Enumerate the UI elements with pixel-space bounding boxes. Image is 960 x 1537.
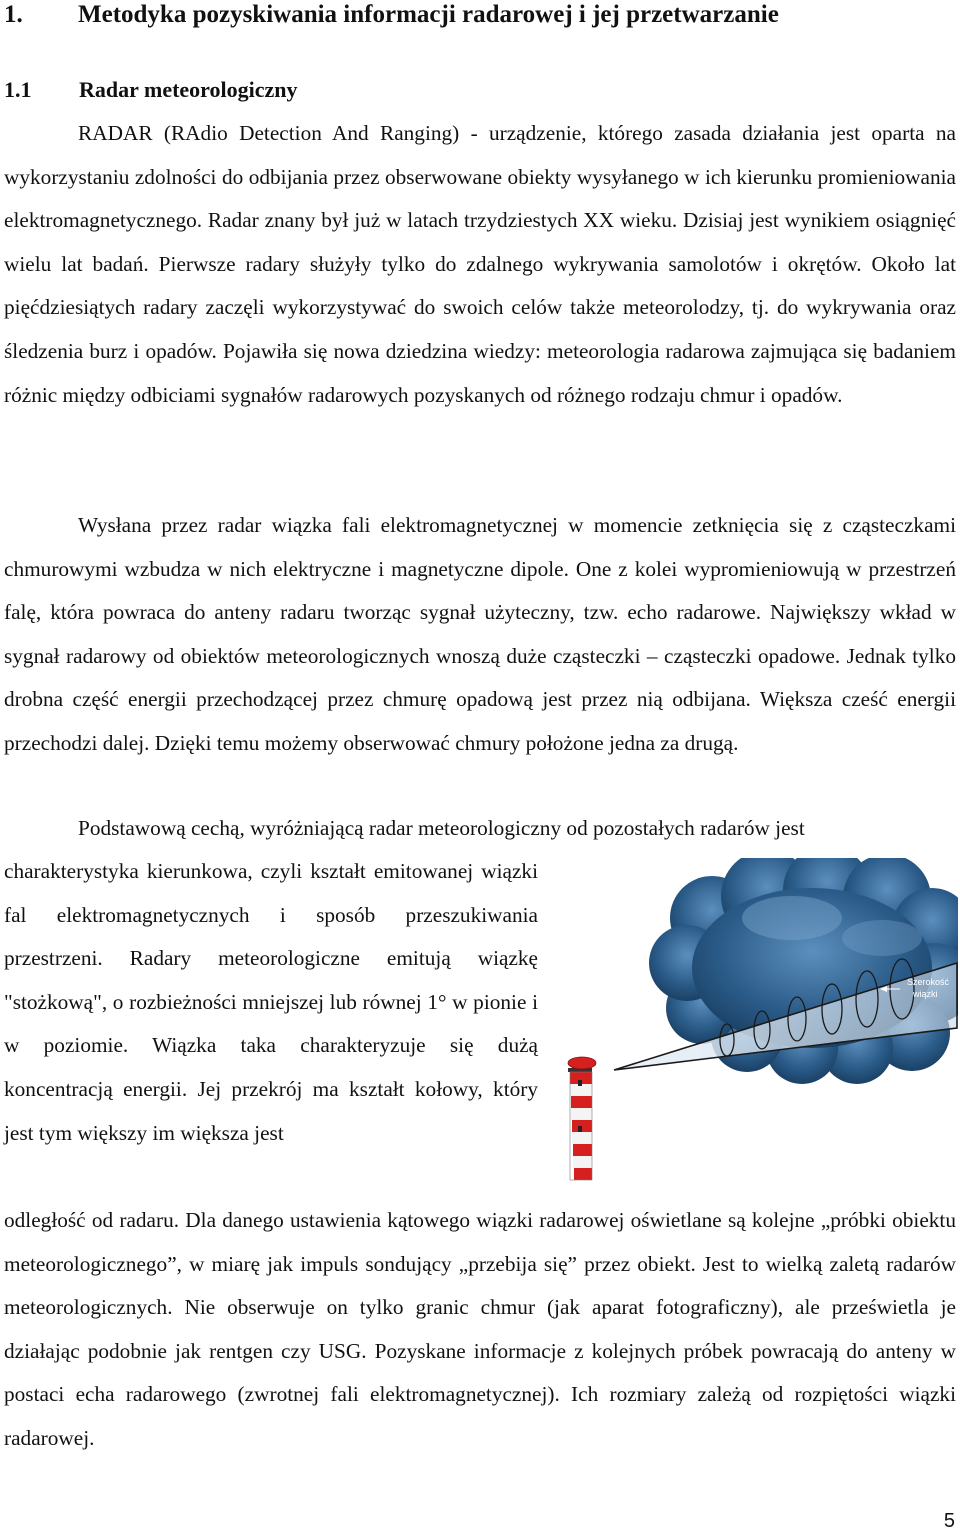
beam-width-label-line-2: wiązki: [913, 989, 938, 999]
section-heading: [4, 76, 298, 104]
paragraph-radar-definition: [4, 112, 956, 417]
paragraph-3-first-line: Podstawową cechą, wyróżniającą radar meteorologiczny od pozostałych radarów jest: [78, 816, 805, 840]
paragraph-1-text: RADAR (RAdio Detection And Ranging) - urządzenie, którego zasada działania jest oparta na wykorzystaniu zdolności do odbijania przez obserwowane obiekty wysyłanego w ich kierunku promieniowania elektromagnetycznego. Radar znany był już w latach trzydziestych XX wieku. Dzisiaj jest wynikiem osiągnięć wielu lat badań. Pierwsze radary służyły tylko do zdalnego wykrywania samolotów i okrętów. Około lat pięćdziesiątych radary zaczęli wykorzystywać do swoich celów także meteorolodzy, tj. do wykrywania oraz śledzenia burz i opadów. Pojawiła się nowa dziedzina wiedzy: meteorologia radarowa zajmująca się badaniem różnic między odbiciami sygnałów radarowych pozyskanych od różnego rodzaju chmur i opadów.: [4, 121, 956, 407]
chapter-number: 1.: [4, 1, 23, 28]
section-title: Radar meteorologiczny: [79, 77, 298, 102]
radar-beam-illustration: [562, 858, 958, 1188]
section-number: 1.1: [4, 77, 32, 102]
paragraph-2-text: Wysłana przez radar wiązka fali elektromagnetycznej w momencie zetknięcia się z cząsteczkami chmurowymi wzbudza w nich elektryczne i magnetyczne dipole. One z kolei wypromieniowują w przestrzeń falę, która powraca do anteny radaru tworząc sygnał użyteczny, tzw. echo radarowe. Największy wkład w sygnał radarowy od obiektów meteorologicznych wnoszą duże cząsteczki – cząsteczki opadowe. Jednak tylko drobna część energii przechodzącej przez chmurę opadową jest przez nią odbijana. Większa cześć energii przechodzi dalej. Dzięki temu możemy obserwować chmury położone jedna za drugą.: [4, 513, 956, 755]
paragraph-beam-interaction: [4, 504, 956, 766]
paragraph-directional-characteristic-intro: [4, 807, 956, 851]
paragraph-directional-characteristic-rest: [4, 1199, 956, 1461]
radar-tower: [568, 1057, 596, 1180]
radar-beam-figure: [562, 858, 958, 1188]
chapter-title: Metodyka pozyskiwania informacji radarowej i jej przetwarzanie: [78, 1, 779, 28]
beam-width-label-line-1: Szerokość: [907, 977, 950, 987]
chapter-heading: [4, 0, 779, 30]
paragraph-beside-figure: [4, 850, 538, 1155]
paragraph-3-rest-text: odległość od radaru. Dla danego ustawienia kątowego wiązki radarowej oświetlane są kolejne „próbki obiektu meteorologicznego”, w miarę jak impuls sondujący „przebija się” przez obiekt. Jest to wielką zaletą radarów meteorologicznych. Nie obserwuje on tylko granic chmur (jak aparat fotograficzny), ale prześwietla je działając podobnie jak rentgen czy USG. Pozyskane informacje z kolejnych próbek powracają do anteny w postaci echa radarowego (zwrotnej fali elektromagnetycznej). Ich rozmiary zależą od rozpiętości wiązki radarowej.: [4, 1208, 956, 1450]
paragraph-3-beside-figure-text: charakterystyka kierunkowa, czyli kształt emitowanej wiązki fal elektromagnetycznych i sposób przeszukiwania przestrzeni. Radary meteorologiczne emitują wiązkę "stożkową", o rozbieżności mniejszej lub równej 1° w pionie i w poziomie. Wiązka taka charakteryzuje się dużą koncentracją energii. Jej przekrój ma kształt kołowy, który jest tym większy im większa jest: [4, 859, 538, 1145]
page-number: 5: [943, 1510, 955, 1532]
